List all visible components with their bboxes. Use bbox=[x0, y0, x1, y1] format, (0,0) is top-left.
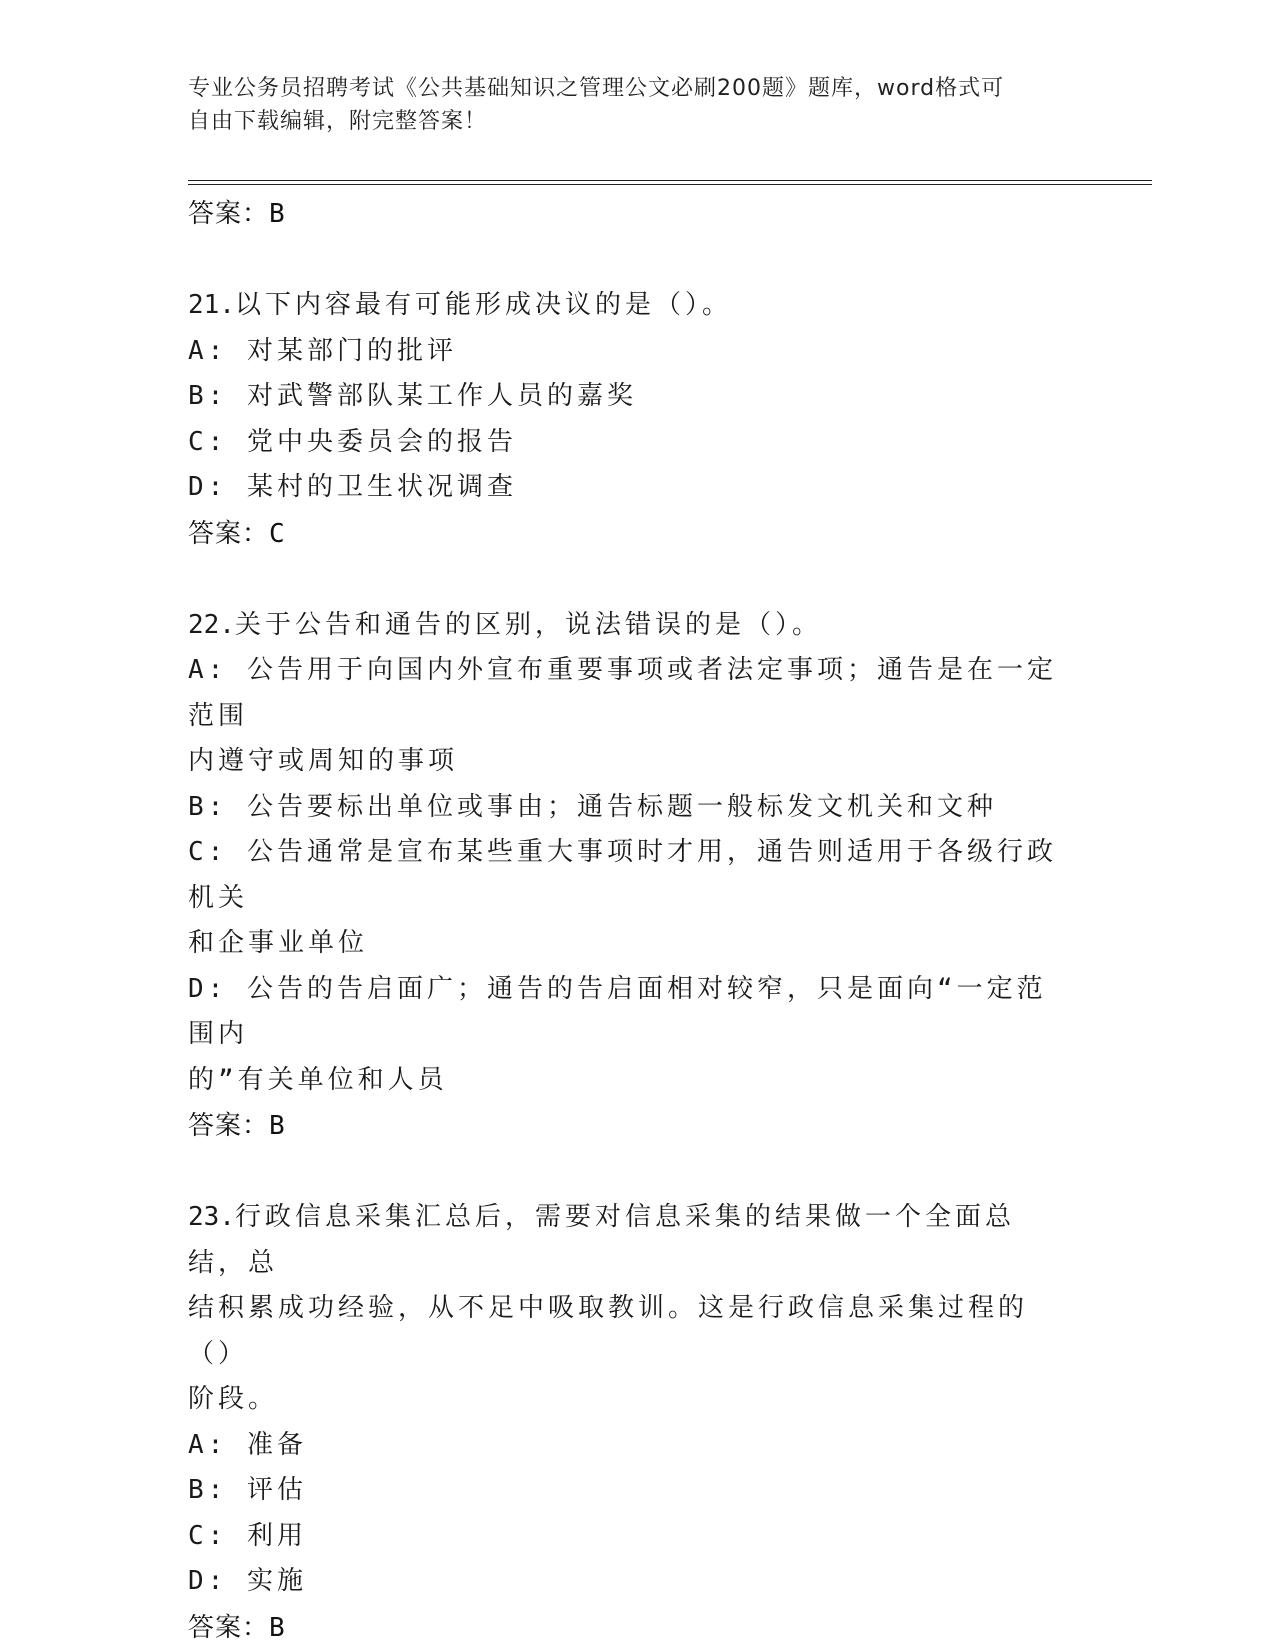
option-text: 公告的告启面广；通告的告启面相对较窄，只是面向“一定范围内 bbox=[188, 973, 1047, 1049]
option-letter: A: bbox=[188, 335, 228, 366]
option-c bbox=[188, 420, 1068, 466]
answer-value: C bbox=[269, 518, 286, 549]
header-line-2: 自由下载编辑，附完整答案！ bbox=[188, 109, 488, 134]
question-number: 23. bbox=[188, 1202, 235, 1232]
question-text: 关于公告和通告的区别，说法错误的是（）。 bbox=[234, 609, 822, 640]
answer-value: B bbox=[269, 1612, 286, 1643]
question-list bbox=[188, 191, 1068, 1651]
header-rule-bottom bbox=[188, 184, 1152, 185]
option-letter: B: bbox=[188, 1475, 228, 1505]
option-b bbox=[188, 374, 1068, 420]
option-text: 公告用于向国内外宣布重要事项或者法定事项；通告是在一定范围 bbox=[188, 655, 1057, 731]
option-d-continued bbox=[188, 1058, 1068, 1104]
answer-line bbox=[188, 1103, 1068, 1149]
question-text: 行政信息采集汇总后，需要对信息采集的结果做一个全面总结，总 bbox=[188, 1202, 1015, 1278]
question-text: 以下内容最有可能形成决议的是（）。 bbox=[234, 290, 732, 320]
option-b bbox=[188, 1468, 1068, 1514]
option-c bbox=[188, 830, 1068, 921]
option-a bbox=[188, 648, 1068, 739]
question-text: 阶段。 bbox=[188, 1384, 279, 1414]
question-stem-continued bbox=[188, 1286, 1068, 1377]
option-text: 公告通常是宣布某些重大事项时才用，通告则适用于各级行政机关 bbox=[188, 837, 1057, 913]
option-a bbox=[188, 1423, 1068, 1469]
question-number: 21. bbox=[188, 290, 235, 320]
option-a-continued bbox=[188, 739, 1068, 785]
option-b bbox=[188, 785, 1068, 831]
question-stem bbox=[188, 603, 1068, 649]
answer-label: 答案： bbox=[188, 1612, 270, 1643]
header-rule-top bbox=[188, 180, 1152, 181]
answer-label: 答案： bbox=[188, 199, 270, 229]
option-text: 评估 bbox=[246, 1475, 307, 1505]
option-letter: C: bbox=[188, 426, 228, 457]
question-22 bbox=[188, 603, 1068, 1150]
question-stem-continued bbox=[188, 1377, 1068, 1423]
option-text: 利用 bbox=[246, 1520, 307, 1551]
option-text: 党中央委员会的报告 bbox=[246, 426, 517, 457]
option-text: 对某部门的批评 bbox=[246, 335, 457, 366]
question-stem bbox=[188, 1195, 1068, 1286]
option-letter: D: bbox=[188, 472, 228, 502]
option-text: 某村的卫生状况调查 bbox=[246, 472, 517, 502]
option-text: 准备 bbox=[246, 1429, 307, 1460]
question-23 bbox=[188, 1195, 1068, 1651]
answer-value: B bbox=[269, 1111, 286, 1141]
option-letter: A: bbox=[188, 1429, 228, 1460]
question-stem bbox=[188, 283, 1068, 329]
option-text: 内遵守或周知的事项 bbox=[188, 746, 459, 776]
option-d bbox=[188, 967, 1068, 1058]
answer-line bbox=[188, 511, 1068, 557]
option-letter: D: bbox=[188, 1566, 228, 1596]
option-text: 对武警部队某工作人员的嘉奖 bbox=[246, 381, 637, 411]
option-letter: B: bbox=[188, 381, 228, 411]
question-number: 22. bbox=[188, 609, 235, 640]
question-21 bbox=[188, 283, 1068, 557]
answer-label: 答案： bbox=[188, 1111, 270, 1141]
option-text: 的”有关单位和人员 bbox=[188, 1064, 448, 1095]
answer-value: B bbox=[269, 199, 286, 229]
spacer bbox=[188, 237, 1068, 283]
option-letter: B: bbox=[188, 791, 228, 822]
option-text: 公告要标出单位或事由；通告标题一般标发文机关和文种 bbox=[246, 791, 997, 822]
answer-line bbox=[188, 1605, 1068, 1651]
header-line-1: 专业公务员招聘考试《公共基础知识之管理公文必刷200题》题库，word格式可 bbox=[188, 76, 1005, 101]
option-letter: A: bbox=[188, 655, 228, 685]
option-a bbox=[188, 329, 1068, 375]
spacer bbox=[188, 557, 1068, 603]
option-c-continued bbox=[188, 921, 1068, 967]
option-letter: D: bbox=[188, 973, 228, 1004]
option-text: 实施 bbox=[246, 1566, 307, 1596]
option-d bbox=[188, 1559, 1068, 1605]
option-letter: C: bbox=[188, 1520, 228, 1551]
answer-line bbox=[188, 191, 1068, 237]
spacer bbox=[188, 1149, 1068, 1195]
option-text: 和企事业单位 bbox=[188, 928, 369, 958]
option-letter: C: bbox=[188, 837, 228, 867]
option-d bbox=[188, 465, 1068, 511]
answer-label: 答案： bbox=[188, 518, 270, 549]
document-header bbox=[188, 72, 1068, 138]
question-text: 结积累成功经验，从不足中吸取教训。这是行政信息采集过程的（） bbox=[188, 1293, 1029, 1369]
option-c bbox=[188, 1514, 1068, 1560]
